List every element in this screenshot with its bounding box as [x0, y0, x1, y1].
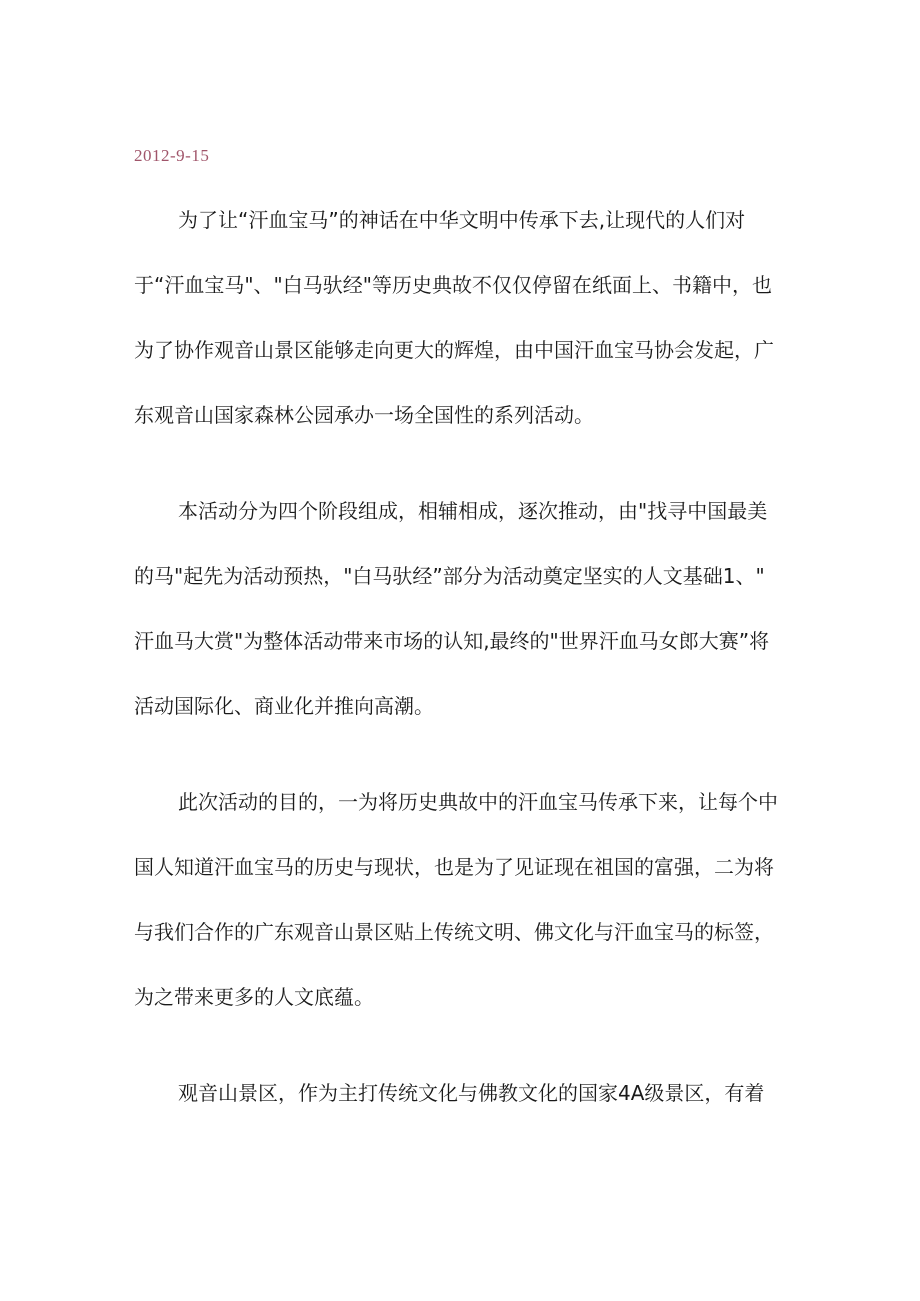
text-line: 活动国际化、商业化并推向高潮。: [134, 694, 434, 718]
text-line: 与我们合作的广东观音山景区贴上传统文明、佛文化与汗血宝马的标签，: [134, 920, 774, 944]
paragraph-4: [134, 1061, 794, 1126]
paragraph-gap: [134, 739, 794, 770]
text-line: 于“汗血宝马"、"白马驮经"等历史典故不仅仅停留在纸面上、书籍中，也: [134, 273, 772, 297]
text-line: 国人知道汗血宝马的历史与现状，也是为了见证现在祖国的富强，二为将: [134, 855, 774, 879]
text-line: 观音山景区，作为主打传统文化与佛教文化的国家4A级景区，有着: [178, 1081, 765, 1105]
text-line: 本活动分为四个阶段组成，相辅相成，逐次推动，由"找寻中国最美: [178, 499, 768, 523]
text-line: 汗血马大赏"为整体活动带来市场的认知,最终的"世界汗血马女郎大赛”将: [134, 629, 770, 653]
text-line: 为了让“汗血宝马”的神话在中华文明中传承下去,让现代的人们对: [178, 208, 746, 232]
text-line: 的马"起先为活动预热，"白马驮经”部分为活动奠定坚实的人文基础1、": [134, 564, 765, 588]
paragraph-2: [134, 479, 794, 739]
document-date: 2012-9-15: [134, 146, 210, 165]
paragraph-1: [134, 188, 794, 448]
text-line: 东观音山国家森林公园承办一场全国性的系列活动。: [134, 403, 594, 427]
paragraph-gap: [134, 1030, 794, 1061]
paragraph-gap: [134, 448, 794, 479]
text-line: 此次活动的目的，一为将历史典故中的汗血宝马传承下来，让每个中: [178, 790, 778, 814]
paragraph-3: [134, 770, 794, 1030]
text-line: 为了协作观音山景区能够走向更大的辉煌，由中国汗血宝马协会发起，广: [134, 338, 774, 362]
text-line: 为之带来更多的人文底蕴。: [134, 985, 374, 1009]
document-body: [134, 188, 794, 1126]
